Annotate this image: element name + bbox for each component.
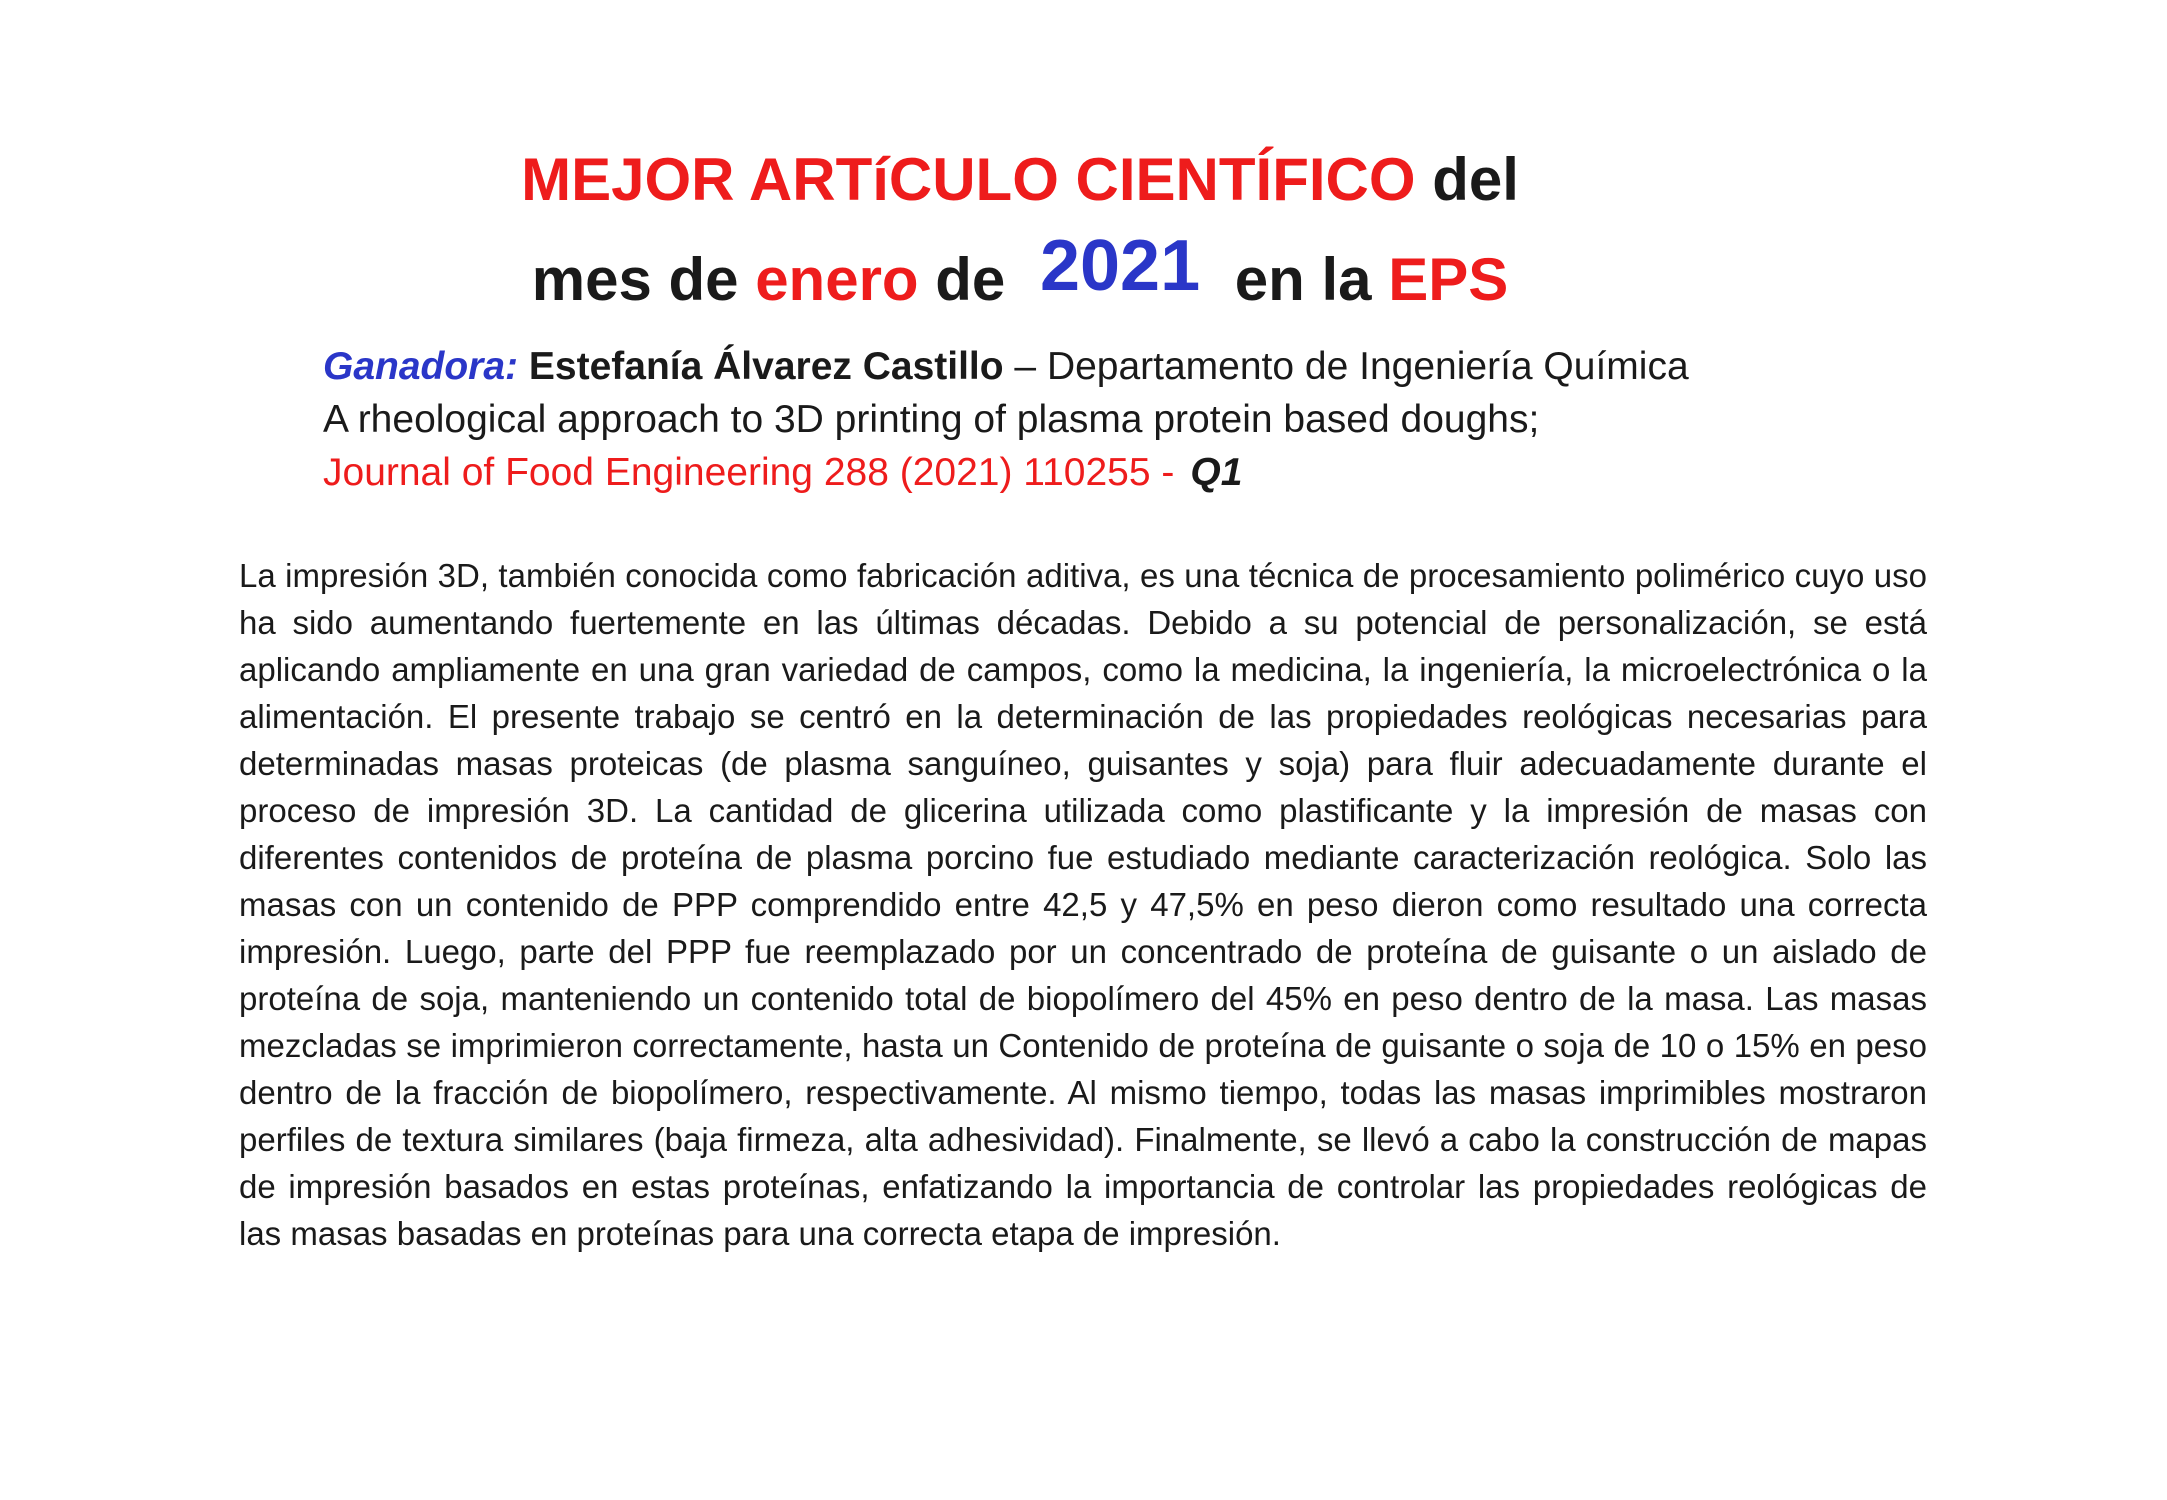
title-de: de [935,246,1006,313]
title-del: del [1432,146,1519,213]
winner-line [323,340,1689,393]
title-eps: EPS [1388,246,1509,313]
title-line-2 [0,226,2040,318]
title-en-la: en la [1234,246,1372,313]
quartile-badge: Q1 [1190,451,1243,494]
title-line-1 [0,146,2040,222]
journal-line [323,446,1689,499]
title-award: MEJOR ARTíCULO CIENTÍFICO [521,146,1416,213]
article-title: A rheological approach to 3D printing of plasma protein based doughs; [323,398,1540,441]
winner-department: – Departamento de Ingeniería Química [1003,345,1689,388]
winner-label: Ganadora: [323,345,519,388]
title-year: 2021 [1039,226,1201,306]
abstract-paragraph: La impresión 3D, también conocida como fabricación aditiva, es una técnica de procesamiento polimérico cuyo uso ha sido aumentando fuertemente en las últimas décadas. Debido a su potencial de personalización, se está aplicando ampliamente en una gran variedad de campos, como la medicina, la ingeniería, la microelectrónica o la alimentación. El presente trabajo se centró en la determinación de las propiedades reológicas necesarias para determinadas masas proteicas (de plasma sanguíneo, guisantes y soja) para fluir adecuadamente durante el proceso de impresión 3D. La cantidad de glicerina utilizada como plastificante y la impresión de masas con diferentes contenidos de proteína de plasma porcino fue estudiado mediante caracterización reológica. Solo las masas con un contenido de PPP comprendido entre 42,5 y 47,5% en peso dieron como resultado una correcta impresión. Luego, parte del PPP fue reemplazado por un concentrado de proteína de guisante o un aislado de proteína de soja, manteniendo un contenido total de biopolímero del 45% en peso dentro de la masa. Las masas mezcladas se imprimieron correctamente, hasta un Contenido de proteína de guisante o soja de 10 o 15% en peso dentro de la fracción de biopolímero, respectivamente. Al mismo tiempo, todas las masas imprimibles mostraron perfiles de textura similares (baja firmeza, alta adhesividad). Finalmente, se llevó a cabo la construcción de mapas de impresión basados en estas proteínas, enfatizando la importancia de controlar las propiedades reológicas de las masas basadas en proteínas para una correcta etapa de impresión. [239,557,1927,1252]
journal-reference: Journal of Food Engineering 288 (2021) 110255 - [323,451,1175,494]
page-title [0,146,2040,318]
title-month: enero [755,246,919,313]
title-mes-de: mes de [531,246,739,313]
winner-name: Estefanía Álvarez Castillo [528,345,1004,388]
article-info [323,340,1689,499]
